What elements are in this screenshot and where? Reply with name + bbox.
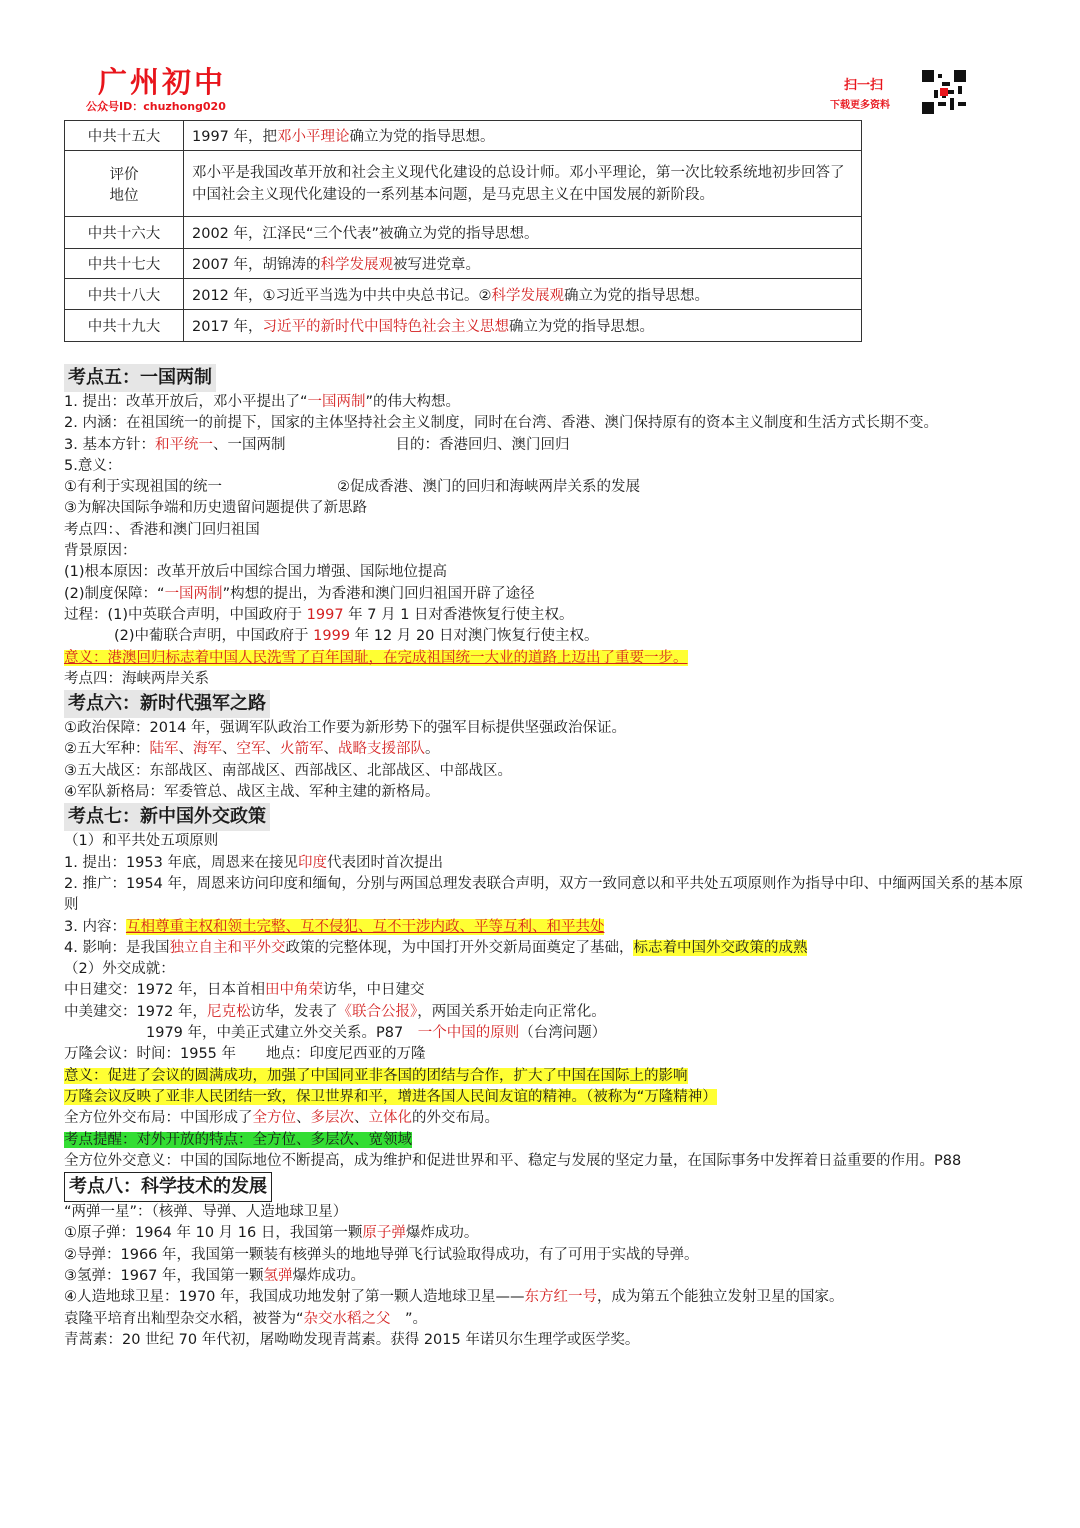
text-run: 访华，中日建交 — [323, 982, 425, 999]
highlight-yellow-text: 意义：促进了会议的圆满成功，加强了中国同亚非各国的团结与合作，扩大了中国在国际上的影响 — [64, 1067, 688, 1084]
text-run: ③五大战区：东部战区、南部战区、西部战区、北部战区、中部战区。 — [64, 762, 512, 779]
text-run: 1997 年，把 — [192, 129, 278, 145]
table-key-cell: 中共十七大 — [65, 249, 184, 279]
text-run: 邓小平是我国改革开放和社会主义现代化建设的总设计师。邓小平理论，第一次比较系统地初步回答了中国社会主义现代化建设的一系列基本问题，是马克思主义在中国发展的新阶段。 — [192, 164, 845, 203]
table-key-cell: 中共十九大 — [65, 310, 184, 342]
highlight-red-text: 东方红一号 — [524, 1289, 598, 1306]
text-run: ”构想的提出，为香港和澳门回归祖国开辟了途径 — [222, 585, 535, 602]
text-line — [64, 1087, 1024, 1108]
text-run: ③氢弹：1967 年，我国第一颗 — [64, 1267, 264, 1284]
heading-label — [64, 1172, 272, 1202]
text-run: 考点六：新时代强军之路 — [68, 693, 266, 715]
table-value-cell — [184, 151, 862, 217]
text-run: 、 — [354, 1110, 369, 1127]
highlight-red-text: 科学发展观 — [320, 257, 394, 273]
table-row — [65, 279, 862, 310]
highlight-red-text: 邓小平理论 — [277, 129, 350, 145]
text-run: 地点：印度尼西亚的万隆 — [266, 1046, 426, 1063]
text-line — [64, 1266, 1024, 1287]
text-run: 2. 推广：1954 年，周恩来访问印度和缅甸，分别与两国总理发表联合声明，双方一致同意以和平共处五项原则作为指导中印、中缅两国关系的基本原则 — [64, 875, 1023, 914]
highlight-red-text: 战略支援部队 — [338, 741, 425, 758]
section-heading — [64, 803, 1024, 831]
text-run: ③为解决国际争端和历史遗留问题提供了新思路 — [64, 500, 367, 517]
text-line — [64, 1245, 1024, 1266]
text-line — [64, 498, 1024, 519]
text-run: 中日建交：1972 年，日本首相 — [64, 982, 266, 999]
text-run: 2017 年， — [192, 319, 263, 335]
text-run: 考点四：、香港和澳门回归祖国 — [64, 521, 260, 538]
text-line — [64, 1108, 1024, 1129]
table-row — [65, 310, 862, 342]
highlight-red-text: 1999 — [313, 628, 351, 645]
scan-sub-label: 下载更多资料 — [830, 100, 890, 111]
text-line — [64, 456, 1024, 477]
text-run: “两弹一星”：（核弹、导弹、人造地球卫星） — [64, 1204, 348, 1221]
highlight-red-text: 印度 — [297, 854, 327, 871]
text-run: 。 — [425, 741, 440, 758]
text-run: ②促成香港、澳门的回归和海峡两岸关系的发展 — [337, 479, 640, 496]
text-run: ②五大军种： — [64, 741, 150, 758]
text-run: 政策的完整体现，为中国打开外交新局面奠定了基础， — [285, 939, 634, 956]
highlight-red-text: 氢弹 — [263, 1267, 293, 1284]
text-line — [64, 980, 1024, 1001]
highlight-yellow-text: 万隆会议反映了亚非人民团结一致，保卫世界和平，增进各国人民间友谊的精神。（被称为“万隆精神） — [64, 1088, 717, 1105]
text-run: 、 — [178, 741, 193, 758]
section-heading — [64, 364, 1024, 392]
text-run: ④人造地球卫星：1970 年，我国成功地发射了第一颗人造地球卫星—— — [64, 1289, 525, 1306]
highlight-yellow-red-text: 意义：港澳回归标志着中国人民洗雪了百年国耻，在完成祖国统一大业的道路上迈出了重要一步。 — [64, 649, 688, 666]
text-line — [64, 718, 1024, 739]
table-value-cell — [184, 217, 862, 249]
text-run: ”的伟大构想。 — [365, 394, 460, 410]
text-run: 青蒿素：20 世纪 70 年代初，屠呦呦发现青蒿素。获得 2015 年诺贝尔生理学或医学奖。 — [64, 1331, 640, 1348]
text-line — [64, 562, 1024, 583]
text-run: 2012 年，①习近平当选为中共中央总书记。② — [192, 287, 492, 304]
notes-content — [64, 364, 1024, 1351]
text-line — [64, 853, 1024, 874]
text-line — [64, 1023, 1024, 1044]
heading-label — [64, 364, 216, 392]
text-run: (2)制度保障：“ — [64, 585, 165, 602]
paragraph — [64, 1151, 1024, 1172]
highlight-red-text: 1997 — [306, 606, 344, 623]
text-run: (1)根本原因：改革开放后中国综合国力增强、国际地位提高 — [64, 564, 448, 581]
text-run: 、一国两制 — [212, 436, 286, 453]
text-line — [64, 938, 1024, 959]
text-line — [64, 782, 1024, 803]
text-line — [64, 477, 1024, 498]
table-row — [65, 249, 862, 279]
text-line — [64, 626, 1024, 647]
highlight-red-text: 火箭军 — [280, 741, 324, 758]
text-run: 、 — [222, 741, 237, 758]
text-run: ，成为第五个能独立发射卫星的国家。 — [597, 1289, 844, 1306]
highlight-red-text: 一国两制 — [164, 585, 223, 602]
highlight-red-text: 《联合公报》 — [337, 1003, 418, 1020]
table-value-cell — [184, 279, 862, 310]
highlight-red-text: 田中角荣 — [265, 982, 324, 999]
highlight-yellow-text: 标志着中国外交政策的成熟 — [633, 939, 808, 956]
text-run: 3. 基本方针： — [64, 436, 155, 453]
table-key-cell: 中共十八大 — [65, 279, 184, 310]
text-run: 5.意义： — [64, 457, 122, 474]
text-line — [64, 584, 1024, 605]
qr-code-icon[interactable] — [922, 70, 966, 114]
text-line — [64, 1330, 1024, 1351]
highlight-red-text: 杂交水稻之父 — [303, 1310, 391, 1327]
text-line — [64, 1309, 1024, 1330]
text-run: 2007 年，胡锦涛的 — [192, 257, 321, 273]
text-run: 爆炸成功。 — [405, 1225, 479, 1242]
text-run: 考点五：一国两制 — [68, 367, 212, 388]
table-key-cell: 评价 地位 — [65, 151, 184, 217]
text-line — [64, 541, 1024, 562]
text-line — [64, 520, 1024, 541]
text-line — [64, 1002, 1024, 1023]
text-run: ④军队新格局：军委管总、战区主战、军种主建的新格局。 — [64, 784, 440, 801]
text-line — [64, 917, 1024, 938]
highlight-yellow-red-text: 互相尊重主权和领土完整、互不侵犯、互不干涉内政、平等互利、和平共处 — [125, 918, 605, 935]
text-run: ，两国关系开始走向正常化。 — [417, 1003, 606, 1020]
table-value-cell — [184, 121, 862, 151]
text-line — [64, 435, 1024, 456]
highlight-red-text: 多层次 — [310, 1110, 354, 1127]
text-run: 全方位外交布局：中国形成了 — [64, 1110, 253, 1127]
text-line — [64, 761, 1024, 782]
table-value-cell — [184, 310, 862, 342]
text-line — [64, 669, 1024, 690]
highlight-red-text: 独立自主和平外交 — [169, 939, 286, 956]
brand-logo-text: 广州初中 — [98, 65, 227, 99]
paragraph — [64, 413, 1024, 434]
text-run: 袁隆平培育出籼型杂交水稻，被誉为“ — [64, 1310, 304, 1327]
table-key-cell: 中共十六大 — [65, 217, 184, 249]
scan-label: 扫一扫 — [844, 78, 884, 93]
table-row — [65, 121, 862, 151]
highlight-red-text: 习近平的新时代中国特色社会主义思想 — [262, 319, 510, 335]
text-line — [64, 1223, 1024, 1244]
text-run: 背景原因： — [64, 543, 137, 560]
text-line — [64, 831, 1024, 852]
text-run: 确立为党的指导思想。 — [564, 287, 710, 304]
text-run: ②导弹：1966 年，我国第一颗装有核弹头的地地导弹飞行试验取得成功，有了可用于实战的导弹。 — [64, 1246, 699, 1263]
section-heading — [64, 1172, 1024, 1202]
text-line — [64, 392, 1024, 413]
text-line — [64, 739, 1024, 760]
text-run: 考点八：科学技术的发展 — [69, 1176, 267, 1198]
highlight-red-text: 陆军 — [149, 741, 179, 758]
highlight-red-text: 一国两制 — [307, 394, 366, 410]
text-run: 2002 年，江泽民“三个代表”被确立为党的指导思想。 — [192, 226, 539, 242]
text-run: 、 — [296, 1110, 311, 1127]
page-header — [0, 0, 1080, 118]
text-line — [64, 959, 1024, 980]
text-run: 、 — [265, 741, 280, 758]
text-run: 全方位外交意义：中国的国际地位不断提高，成为维护和促进世界和平、稳定与发展的坚定力量，在国际事务中发挥着日益重要的作用。P88 — [64, 1152, 962, 1169]
text-run: 2. 内涵：在祖国统一的前提下，国家的主体坚持社会主义制度，同时在台湾、香港、澳门保持原有的资本主义制度和生活方式长期不变。 — [64, 415, 938, 432]
text-line — [64, 1044, 1024, 1065]
highlight-red-text: 尼克松 — [207, 1003, 251, 1020]
text-run: ”。 — [390, 1310, 428, 1327]
text-run: ①政治保障：2014 年，强调军队政治工作要为新形势下的强军目标提供坚强政治保证。 — [64, 720, 627, 737]
text-run: 1979 年，中美正式建立外交关系。P87 — [146, 1025, 418, 1042]
table-key-cell: 中共十五大 — [65, 121, 184, 151]
highlight-red-text: 空军 — [236, 741, 266, 758]
text-run: 4. 影响：是我国 — [64, 939, 170, 956]
table-value-cell — [184, 249, 862, 279]
section-heading — [64, 690, 1024, 718]
text-run: 的外交布局。 — [412, 1110, 499, 1127]
text-run: 万隆会议：时间：1955 年 — [64, 1046, 237, 1063]
text-run: 过程：(1)中英联合声明，中国政府于 — [64, 606, 307, 623]
text-run: （1）和平共处五项原则 — [64, 833, 219, 850]
heading-label — [64, 803, 270, 831]
text-run: ①原子弹：1964 年 10 月 16 日，我国第一颗 — [64, 1225, 363, 1242]
text-run: 中美建交：1972 年， — [64, 1003, 208, 1020]
text-run: 确立为党的指导思想。 — [349, 129, 495, 145]
text-line — [64, 648, 1024, 669]
text-run: 被写进党章。 — [393, 257, 481, 273]
text-run: （2）外交成就： — [64, 961, 175, 978]
text-run: 1. 提出：1953 年底，周恩来在接见 — [64, 854, 298, 871]
highlight-red-text: 一个中国的原则 — [417, 1025, 520, 1042]
text-run: 年 7 月 1 日对香港恢复行使主权。 — [343, 606, 574, 623]
text-line — [64, 1287, 1024, 1308]
table-row — [65, 151, 862, 217]
heading-label — [64, 690, 270, 718]
highlight-red-text: 和平统一 — [154, 436, 213, 453]
text-run: （台湾问题） — [519, 1025, 607, 1042]
highlight-red-text: 海军 — [193, 741, 222, 758]
text-run: 考点四：海峡两岸关系 — [64, 670, 209, 687]
table-row — [65, 217, 862, 249]
text-line — [64, 1202, 1024, 1223]
text-run: 年 12 月 20 日对澳门恢复行使主权。 — [350, 628, 599, 645]
highlight-red-text: 全方位 — [252, 1110, 296, 1127]
highlight-red-text: 科学发展观 — [491, 287, 565, 304]
text-run: 访华，发表了 — [250, 1003, 338, 1020]
highlight-red-text: 原子弹 — [362, 1225, 406, 1242]
text-run: 3. 内容： — [64, 918, 126, 935]
brand-account-id: 公众号ID：chuzhong020 — [86, 100, 226, 113]
paragraph — [64, 874, 1024, 917]
text-line — [64, 1130, 1024, 1151]
text-run: 爆炸成功。 — [292, 1267, 366, 1284]
text-run: 1. 提出：改革开放后，邓小平提出了“ — [64, 394, 308, 410]
text-run: 确立为党的指导思想。 — [509, 319, 655, 335]
text-run: (2)中葡联合声明，中国政府于 — [114, 628, 314, 645]
highlight-green-text: 考点提醒：对外开放的特点：全方位、多层次、宽领域 — [64, 1131, 412, 1148]
party-congress-table — [64, 120, 862, 342]
text-run: ①有利于实现祖国的统一 — [64, 479, 222, 496]
text-line — [64, 605, 1024, 626]
text-run: 、 — [323, 741, 338, 758]
text-run: 考点七：新中国外交政策 — [68, 806, 266, 828]
text-line — [64, 1066, 1024, 1087]
text-run: 代表团时首次提出 — [326, 854, 443, 871]
highlight-red-text: 立体化 — [368, 1110, 412, 1127]
text-run: 目的：香港回归、澳门回归 — [395, 436, 570, 453]
